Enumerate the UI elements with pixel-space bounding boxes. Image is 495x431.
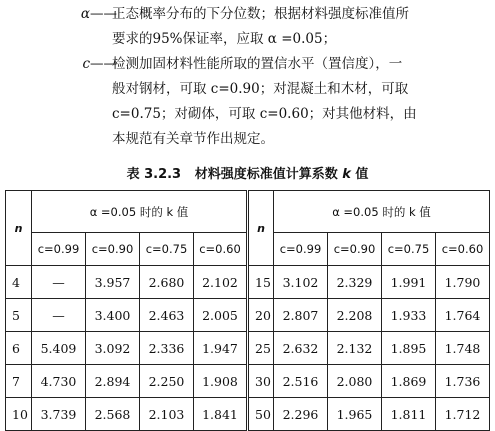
c-header: c=0.60 [436,233,490,266]
k-cell: 1.869 [382,365,436,398]
k-cell: 2.336 [140,332,194,365]
k-cell: 1.933 [382,299,436,332]
k-cell: 2.296 [274,398,328,431]
definition-dash: —— [90,56,117,72]
k-cell: — [32,266,86,299]
k-cell: 1.712 [436,398,490,431]
definition-text: 般对钢材，可取 c=0.90；对混凝土和木材，可取 [112,81,409,97]
definition-text: c=0.75；对砌体，可取 c=0.60；对其他材料，由 [112,106,417,122]
table-row [6,266,490,299]
table-header-row [6,191,490,233]
k-cell: 2.516 [274,365,328,398]
c-header: c=0.99 [274,233,328,266]
definition-text: 本规范有关章节作出规定。 [112,131,274,147]
k-cell: 1.736 [436,365,490,398]
k-cell: 1.908 [194,365,248,398]
table-row [6,299,490,332]
k-cell: 1.748 [436,332,490,365]
definition-text: 要求的95%保证率，应取 α =0.05； [112,31,337,47]
definition-symbol: α [80,6,90,22]
k-cell: 4.730 [32,365,86,398]
definition-dash: —— [90,6,117,22]
k-cell: 2.005 [194,299,248,332]
table-row [6,365,490,398]
k-cell: 3.400 [86,299,140,332]
table-row [6,332,490,365]
c-header: c=0.75 [140,233,194,266]
n-cell: 15 [248,266,274,299]
definitions-block [0,2,495,152]
k-cell: 2.132 [328,332,382,365]
k-cell: — [32,299,86,332]
k-cell: 1.841 [194,398,248,431]
group-header-left: α =0.05 时的 k 值 [32,191,248,233]
definition-symbol: c [82,56,90,72]
c-header: c=0.90 [86,233,140,266]
caption-number: 表 3.2.3 [126,167,182,182]
k-cell: 5.409 [32,332,86,365]
definition-text: 检测加固材料性能所取的置信水平（置信度），一 [112,56,403,72]
caption-suffix: 值 [355,167,369,182]
definition-alpha [0,2,495,27]
k-cell: 2.080 [328,365,382,398]
k-cell: 1.991 [382,266,436,299]
k-cell: 1.811 [382,398,436,431]
k-cell: 1.764 [436,299,490,332]
c-header: c=0.60 [194,233,248,266]
k-cell: 1.895 [382,332,436,365]
table-row [6,398,490,431]
n-cell: 6 [6,332,32,365]
n-cell: 4 [6,266,32,299]
n-cell: 7 [6,365,32,398]
caption-title: 材料强度标准值计算系数 [194,167,338,182]
k-cell: 3.102 [274,266,328,299]
caption-k: k [342,167,351,182]
k-value-table [5,190,490,431]
k-cell: 1.965 [328,398,382,431]
k-cell: 1.947 [194,332,248,365]
n-cell: 50 [248,398,274,431]
k-cell: 2.680 [140,266,194,299]
k-cell: 2.102 [194,266,248,299]
n-cell: 10 [6,398,32,431]
k-cell: 2.463 [140,299,194,332]
k-cell: 2.632 [274,332,328,365]
c-header: c=0.99 [32,233,86,266]
k-cell: 2.807 [274,299,328,332]
c-header: c=0.90 [328,233,382,266]
n-header-right: n [248,191,274,266]
definition-text: 正态概率分布的下分位数；根据材料强度标准值所 [112,6,409,22]
group-header-right: α =0.05 时的 k 值 [274,191,490,233]
table-caption [0,163,495,182]
k-cell: 3.739 [32,398,86,431]
k-cell: 2.208 [328,299,382,332]
k-cell: 2.329 [328,266,382,299]
c-header: c=0.75 [382,233,436,266]
k-cell: 2.103 [140,398,194,431]
definition-c [0,52,495,77]
n-cell: 30 [248,365,274,398]
n-cell: 5 [6,299,32,332]
n-cell: 25 [248,332,274,365]
n-cell: 20 [248,299,274,332]
k-cell: 2.250 [140,365,194,398]
k-cell: 2.894 [86,365,140,398]
k-cell: 3.957 [86,266,140,299]
k-cell: 1.790 [436,266,490,299]
k-cell: 3.092 [86,332,140,365]
k-cell: 2.568 [86,398,140,431]
n-header-left: n [6,191,32,266]
